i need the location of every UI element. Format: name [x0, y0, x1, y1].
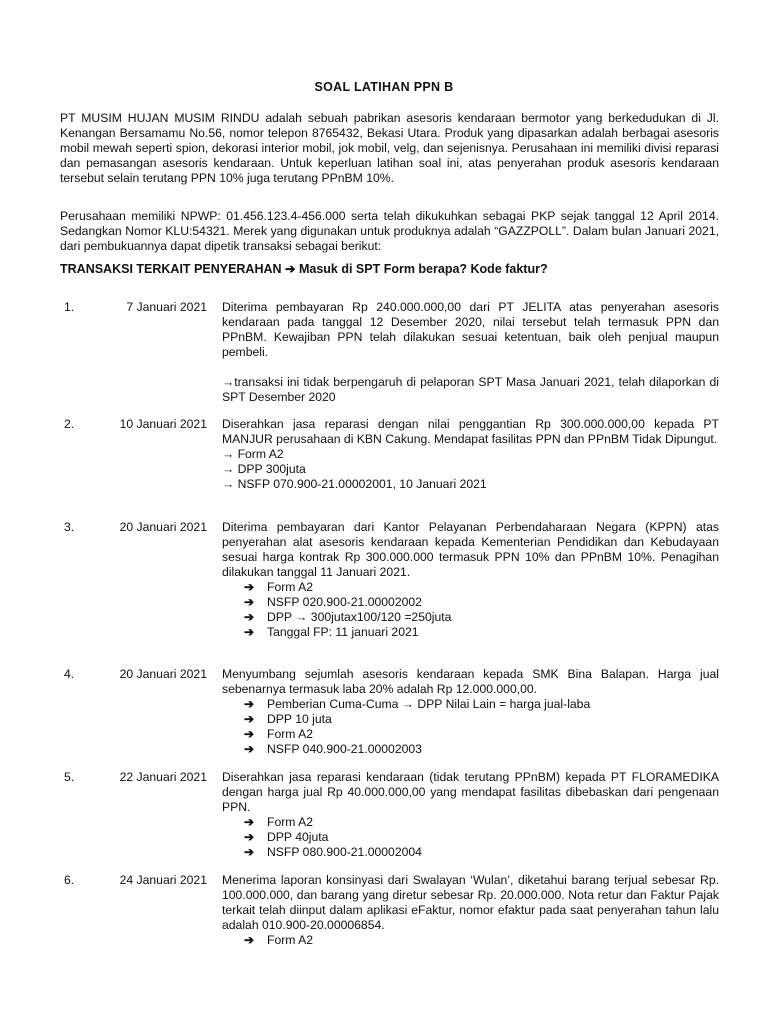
item-description: Menerima laporan konsinyasi dari Swalayan ‘Wulan’, diketahui barang terjual sebesar Rp. 100.000.000, dan barang yang diretur sebesar Rp. 20.000.000. Nota retur dan Faktur Pajak terkait telah diinput dalam aplikasi eFaktur, nomor efaktur pada saat penyerahan tahun lalu adalah 010.900-20.00006854. — [222, 873, 719, 932]
item-description: Menyumbang sejumlah asesoris kendaraan kepada SMK Bina Balapan. Harga jual sebenarnya termasuk laba 20% adalah Rp 12.000.000,00. — [222, 667, 719, 696]
company-info-paragraph: Perusahaan memiliki NPWP: 01.456.123.4-456.000 serta telah dikukuhkan sebagai PKP sejak tanggal 12 April 2014. Sedangkan Nomor KLU:54321. Merek yang digunakan untuk produknya adalah “GAZZPOLL”. Dalam bulan Januari 2021, dari pembukuannya dapat dipetik transaksi sebagai berikut: — [60, 209, 719, 253]
item-date: 7 Januari 2021 — [126, 300, 207, 314]
arrow-icon: → — [222, 462, 238, 476]
bold-arrow-icon: ➔ — [244, 580, 255, 594]
arrow-icon: → — [222, 447, 238, 461]
bold-arrow-icon: ➔ — [244, 830, 255, 844]
item-date: 22 Januari 2021 — [119, 770, 207, 784]
item-number: 2. — [64, 417, 75, 431]
item-body — [222, 873, 719, 948]
answer-bullet: ➔ DPP 10 juta — [244, 712, 332, 726]
answer-bullet: ➔ DPP 40juta — [244, 830, 329, 844]
item-date: 24 Januari 2021 — [119, 873, 207, 887]
document-title: SOAL LATIHAN PPN B — [314, 80, 454, 94]
bold-arrow-icon: ➔ — [244, 933, 255, 947]
item-body — [222, 520, 719, 640]
answer-bullet: ➔ Form A2 — [244, 815, 314, 829]
answer-bullet: ➔ Form A2 — [244, 580, 314, 594]
bold-arrow-icon: ➔ — [244, 727, 255, 741]
bold-arrow-icon: ➔ — [244, 610, 255, 624]
item-body — [222, 417, 719, 492]
bold-arrow-icon: ➔ — [244, 845, 255, 859]
item-number: 5. — [64, 770, 75, 784]
item-description: Diterima pembayaran Rp 240.000.000,00 dari PT JELITA atas penyerahan asesoris kendaraan pada tanggal 12 Desember 2020, nilai tersebut telah termasuk PPN dan PPnBM. Kewajiban PPN telah dilakukan sesuai ketentuan, baik oleh penjual maupun pembeli. — [222, 300, 719, 359]
item-number: 3. — [64, 520, 75, 534]
answer-bullet: ➔ DPP → 300jutax100/120 =250juta — [244, 610, 452, 624]
item-date: 20 Januari 2021 — [119, 520, 207, 534]
item-body — [222, 667, 719, 757]
item-date: 20 Januari 2021 — [119, 667, 207, 681]
item-body — [222, 300, 719, 405]
item-number: 1. — [64, 300, 75, 314]
bold-arrow-icon: ➔ — [244, 742, 255, 756]
section-heading: TRANSAKSI TERKAIT PENYERAHAN ➔ Masuk di SPT Form berapa? Kode faktur? — [60, 262, 548, 276]
answer-list — [222, 697, 719, 757]
item-date: 10 Januari 2021 — [119, 417, 207, 431]
bold-arrow-icon: ➔ — [244, 815, 255, 829]
answer-bullet: ➔ NSFP 040.900-21.00002003 — [244, 742, 422, 756]
answer-bullet: ➔ Tanggal FP: 11 januari 2021 — [244, 625, 419, 639]
arrow-icon: → — [222, 477, 238, 491]
answer-line: → NSFP 070.900-21.00002001, 10 Januari 2021 — [222, 477, 487, 491]
item-description: Diterima pembayaran dari Kantor Pelayanan Perbendaharaan Negara (KPPN) atas penyerahan alat asesoris kendaraan kepada Kementerian Pendidikan dan Kebudayaan sesuai harga kontrak Rp 300.000.000 termasuk PPN 10% dan PPnBM 10%. Penagihan dilakukan tanggal 11 Januari 2021. — [222, 520, 719, 579]
answer-list — [222, 815, 719, 860]
answer-list — [222, 580, 719, 640]
bold-arrow-icon: ➔ — [244, 712, 255, 726]
item-number: 4. — [64, 667, 75, 681]
answer-bullet: ➔ Form A2 — [244, 727, 314, 741]
bold-arrow-icon: ➔ — [244, 697, 255, 711]
answer-line: → Form A2 — [222, 447, 284, 461]
intro-paragraph: PT MUSIM HUJAN MUSIM RINDU adalah sebuah pabrikan asesoris kendaraan bermotor yang berkedudukan di Jl. Kenangan Bersamamu No.56, nomor telepon 8765432, Bekasi Utara. Produk yang dipasarkan adalah berbagai asesoris mobil mewah seperti spion, dekorasi interior mobil, jok mobil, velg, dan sejenisnya. Perusahaan ini memiliki divisi reparasi dan pemasangan asesoris kendaraan. Untuk keperluan latihan soal ini, atas penyerahan produk asesoris kendaraan tersebut selain terutang PPN 10% juga terutang PPnBM 10%. — [60, 111, 719, 185]
bold-arrow-icon: ➔ — [244, 625, 255, 639]
item-note: →transaksi ini tidak berpengaruh di pelaporan SPT Masa Januari 2021, telah dilaporkan di SPT Desember 2020 — [222, 375, 719, 404]
item-body — [222, 770, 719, 860]
answer-line: → DPP 300juta — [222, 462, 306, 476]
answer-bullet: ➔ Form A2 — [244, 933, 314, 947]
item-description: Diserahkan jasa reparasi dengan nilai penggantian Rp 300.000.000,00 kepada PT MANJUR perusahaan di KBN Cakung. Mendapat fasilitas PPN dan PPnBM Tidak Dipungut. — [222, 417, 719, 446]
answer-bullet: ➔ Pemberian Cuma-Cuma → DPP Nilai Lain = harga jual-laba — [244, 697, 591, 711]
answer-bullet: ➔ NSFP 080.900-21.00002004 — [244, 845, 422, 859]
item-number: 6. — [64, 873, 75, 887]
item-description: Diserahkan jasa reparasi kendaraan (tidak terutang PPnBM) kepada PT FLORAMEDIKA dengan harga jual Rp 40.000.000,00 yang mendapat fasilitas dibebaskan dari pengenaan PPN. — [222, 770, 719, 814]
answer-list — [222, 933, 719, 948]
answer-bullet: ➔ NSFP 020.900-21.00002002 — [244, 595, 422, 609]
bold-arrow-icon: ➔ — [244, 595, 255, 609]
